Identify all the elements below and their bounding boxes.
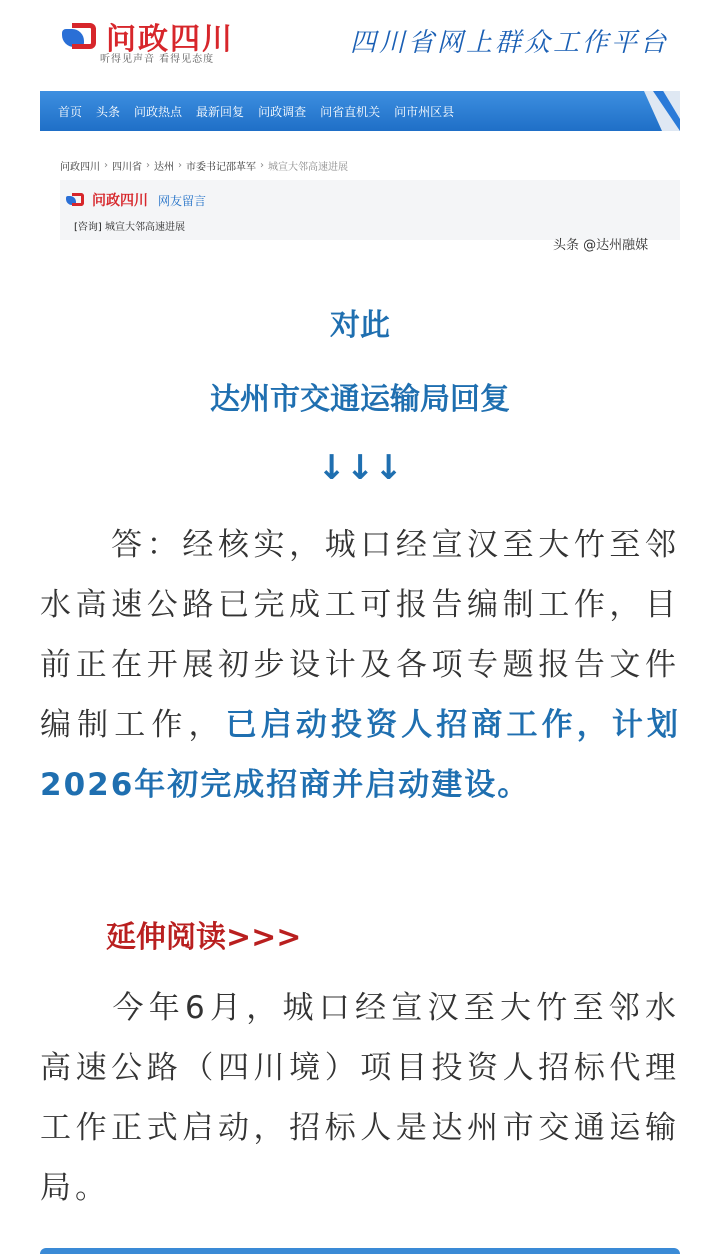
answer-text: 答：经核实，城口经宣汉至大竹至邻水高速公路已完成工可报告编制工作，目前正在开展初步设计及各项专题报告文件编制工作， — [40, 527, 680, 743]
breadcrumb-item[interactable]: 问政四川 — [60, 162, 100, 173]
nav-item-survey[interactable]: 问政调查 — [258, 105, 307, 119]
chevron-right-icon: › — [260, 160, 264, 171]
nav-item-latest-replies[interactable]: 最新回复 — [196, 105, 245, 119]
breadcrumb-item[interactable]: 四川省 — [112, 162, 142, 173]
site-header — [40, 0, 680, 88]
site-slogan: 四川省网上群众工作平台 — [350, 28, 670, 58]
reply-source-heading: 达州市交通运输局回复 — [210, 382, 510, 417]
breadcrumb-item[interactable]: 达州 — [154, 162, 174, 173]
chevron-right-icon: › — [178, 160, 182, 171]
message-panel — [60, 180, 680, 240]
panel-brand: 问政四川 — [92, 193, 148, 209]
nav-item-cities[interactable]: 问市州区县 — [394, 105, 455, 119]
panel-logo — [66, 190, 206, 210]
main-nav — [40, 91, 680, 131]
watermark: 头条 @达州融媒 — [553, 238, 649, 253]
breadcrumb-current: 城宣大邻高速进展 — [268, 162, 348, 173]
nav-item-provincial[interactable]: 问省直机关 — [320, 105, 381, 119]
chevron-right-icon: › — [146, 160, 150, 171]
breadcrumb-item[interactable]: 市委书记邵革军 — [186, 162, 256, 173]
extended-reading-label: 延伸阅读>>> — [106, 920, 302, 955]
answer-highlight: 已启动投资人招商工作，计划2026年初完成招商并启动建设。 — [40, 707, 681, 803]
embedded-screenshot — [40, 0, 680, 258]
nav-item-home[interactable]: 首页 — [58, 105, 83, 119]
breadcrumb — [60, 158, 348, 173]
bottom-divider — [40, 1248, 680, 1254]
logo-subtitle: 听得见声音 看得见态度 — [100, 54, 215, 65]
message-title[interactable]: [咨询] 城宣大邻高速进展 — [74, 222, 185, 233]
logo-text: 问政四川 — [106, 22, 234, 57]
logo-icon — [66, 192, 86, 208]
chevron-right-icon: › — [104, 160, 108, 171]
panel-tag: 网友留言 — [158, 193, 207, 208]
nav-item-hot[interactable]: 问政热点 — [134, 105, 183, 119]
answer-paragraph — [40, 515, 680, 815]
logo-icon — [60, 19, 100, 53]
section-heading: 对此 — [330, 308, 390, 343]
extended-paragraph: 今年6月，城口经宣汉至大竹至邻水高速公路（四川境）项目投资人招标代理工作正式启动，招标人是达州市交通运输局。 — [40, 990, 680, 1206]
nav-item-headlines[interactable]: 头条 — [96, 105, 121, 119]
down-arrows-icon: ↓↓↓ — [317, 448, 403, 488]
